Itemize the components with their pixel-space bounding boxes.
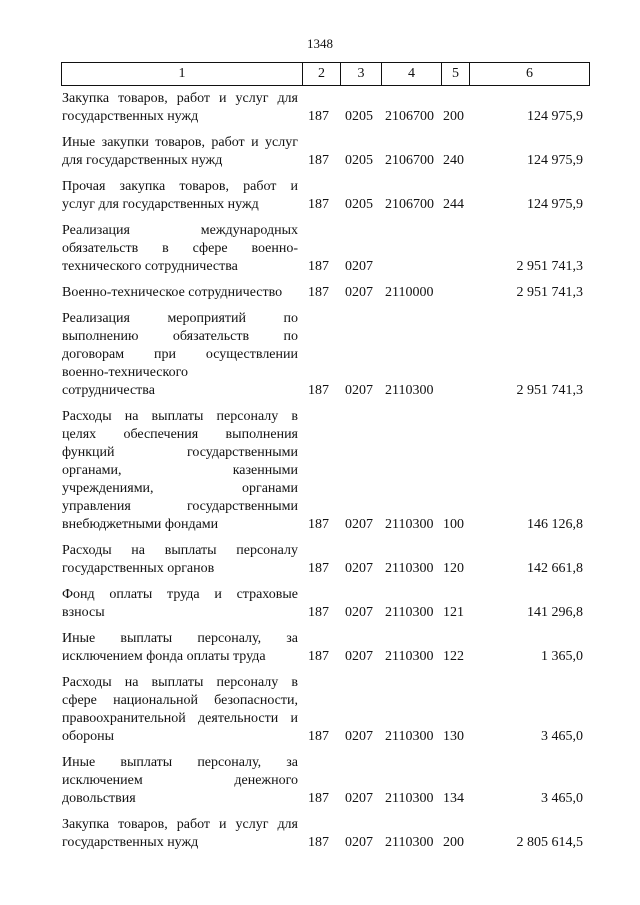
target-code: 2110300 xyxy=(385,561,434,576)
target-code: 2106700 xyxy=(385,197,434,212)
description-line: для государственных нужд xyxy=(62,153,223,168)
target-code: 2110300 xyxy=(385,791,434,806)
description-line: Закупка товаров, работ и услуг для xyxy=(62,91,298,106)
section-code: 0207 xyxy=(345,517,373,532)
description-line: учреждениями, органами xyxy=(62,481,298,496)
row-codes xyxy=(0,284,640,302)
ministry-code: 187 xyxy=(308,197,329,212)
target-code: 2110000 xyxy=(385,285,434,300)
description-line: технического сотрудничества xyxy=(62,259,238,274)
row-codes xyxy=(0,604,640,622)
target-code: 2110300 xyxy=(385,835,434,850)
description-line: Расходы на выплаты персоналу xyxy=(62,543,298,558)
description-line: государственных нужд xyxy=(62,835,199,850)
row-codes xyxy=(0,196,640,214)
description-line: Реализация мероприятий по xyxy=(62,311,298,326)
table-header xyxy=(61,62,590,86)
section-code: 0207 xyxy=(345,729,373,744)
description-line: целях обеспечения выполнения xyxy=(62,427,298,442)
amount: 124 975,9 xyxy=(527,153,583,168)
description-line: управления государственными xyxy=(62,499,298,514)
description-line: сфере национальной безопасности, xyxy=(62,693,298,708)
row-codes xyxy=(0,790,640,808)
ministry-code: 187 xyxy=(308,605,329,620)
row-codes xyxy=(0,258,640,276)
row-codes xyxy=(0,648,640,666)
expense-type-code: 244 xyxy=(443,197,464,212)
amount: 141 296,8 xyxy=(527,605,583,620)
description-line: функций государственными xyxy=(62,445,298,460)
description-line: услуг для государственных нужд xyxy=(62,197,259,212)
header-col-2: 2 xyxy=(303,63,341,86)
description-line: Расходы на выплаты персоналу в xyxy=(62,675,298,690)
expense-type-code: 130 xyxy=(443,729,464,744)
target-code: 2110300 xyxy=(385,605,434,620)
table-row xyxy=(0,542,640,578)
header-col-6: 6 xyxy=(470,63,590,86)
ministry-code: 187 xyxy=(308,285,329,300)
ministry-code: 187 xyxy=(308,791,329,806)
ministry-code: 187 xyxy=(308,153,329,168)
row-codes xyxy=(0,516,640,534)
amount: 142 661,8 xyxy=(527,561,583,576)
ministry-code: 187 xyxy=(308,649,329,664)
description-line: Закупка товаров, работ и услуг для xyxy=(62,817,298,832)
ministry-code: 187 xyxy=(308,835,329,850)
section-code: 0205 xyxy=(345,197,373,212)
target-code: 2110300 xyxy=(385,383,434,398)
table-row xyxy=(0,310,640,400)
section-code: 0207 xyxy=(345,285,373,300)
description-line: Расходы на выплаты персоналу в xyxy=(62,409,298,424)
table-row xyxy=(0,754,640,808)
row-codes xyxy=(0,108,640,126)
page-number: 1348 xyxy=(307,36,333,51)
description-line: государственных нужд xyxy=(62,109,199,124)
expense-type-code: 134 xyxy=(443,791,464,806)
expense-type-code: 122 xyxy=(443,649,464,664)
description-line: взносы xyxy=(62,605,105,620)
header-col-4: 4 xyxy=(382,63,442,86)
amount: 124 975,9 xyxy=(527,197,583,212)
table-row xyxy=(0,90,640,126)
section-code: 0207 xyxy=(345,835,373,850)
amount: 3 465,0 xyxy=(541,729,583,744)
expense-type-code: 121 xyxy=(443,605,464,620)
amount: 146 126,8 xyxy=(527,517,583,532)
expense-type-code: 240 xyxy=(443,153,464,168)
amount: 2 951 741,3 xyxy=(516,285,583,300)
description-line: договорам при осуществлении xyxy=(62,347,298,362)
description-line: Прочая закупка товаров, работ и xyxy=(62,179,298,194)
expense-type-code: 120 xyxy=(443,561,464,576)
row-codes xyxy=(0,728,640,746)
table-row xyxy=(0,408,640,534)
table-row xyxy=(0,284,640,302)
amount: 2 951 741,3 xyxy=(516,259,583,274)
table-row xyxy=(0,178,640,214)
expense-type-code: 200 xyxy=(443,835,464,850)
description-line: государственных органов xyxy=(62,561,215,576)
table-body xyxy=(0,90,640,860)
section-code: 0207 xyxy=(345,791,373,806)
section-code: 0207 xyxy=(345,383,373,398)
amount: 2 951 741,3 xyxy=(516,383,583,398)
description-line: сотрудничества xyxy=(62,383,155,398)
description-line: военно-технического xyxy=(62,365,188,380)
row-codes xyxy=(0,152,640,170)
section-code: 0205 xyxy=(345,109,373,124)
section-code: 0207 xyxy=(345,259,373,274)
description-line: исключением денежного xyxy=(62,773,298,788)
table-row xyxy=(0,630,640,666)
row-codes xyxy=(0,834,640,852)
section-code: 0205 xyxy=(345,153,373,168)
expense-type-code: 100 xyxy=(443,517,464,532)
row-codes xyxy=(0,382,640,400)
description-line: Иные выплаты персоналу, за xyxy=(62,631,298,646)
target-code: 2106700 xyxy=(385,153,434,168)
ministry-code: 187 xyxy=(308,517,329,532)
header-col-3: 3 xyxy=(341,63,382,86)
amount: 1 365,0 xyxy=(541,649,583,664)
description-line: Реализация международных xyxy=(62,223,298,238)
target-code: 2110300 xyxy=(385,729,434,744)
amount: 2 805 614,5 xyxy=(516,835,583,850)
ministry-code: 187 xyxy=(308,259,329,274)
row-codes xyxy=(0,560,640,578)
table-row xyxy=(0,586,640,622)
description-line: Фонд оплаты труда и страховые xyxy=(62,587,298,602)
description-line: довольствия xyxy=(62,791,136,806)
description-line: обязательств в сфере военно- xyxy=(62,241,298,256)
ministry-code: 187 xyxy=(308,109,329,124)
table-row xyxy=(0,222,640,276)
table-row xyxy=(0,134,640,170)
description-line: Иные выплаты персоналу, за xyxy=(62,755,298,770)
table-row xyxy=(0,674,640,746)
target-code: 2110300 xyxy=(385,649,434,664)
ministry-code: 187 xyxy=(308,383,329,398)
description-line: обороны xyxy=(62,729,115,744)
description-line: Иные закупки товаров, работ и услуг xyxy=(62,135,298,150)
ministry-code: 187 xyxy=(308,729,329,744)
description-line: правоохранительной деятельности и xyxy=(62,711,298,726)
description-line: выполнению обязательств по xyxy=(62,329,298,344)
table-row xyxy=(0,816,640,852)
amount: 124 975,9 xyxy=(527,109,583,124)
expense-type-code: 200 xyxy=(443,109,464,124)
target-code: 2106700 xyxy=(385,109,434,124)
description-line: внебюджетными фондами xyxy=(62,517,219,532)
description-line: органами, казенными xyxy=(62,463,298,478)
section-code: 0207 xyxy=(345,649,373,664)
header-col-5: 5 xyxy=(442,63,470,86)
section-code: 0207 xyxy=(345,561,373,576)
header-col-1: 1 xyxy=(62,63,303,86)
target-code: 2110300 xyxy=(385,517,434,532)
description-line: исключением фонда оплаты труда xyxy=(62,649,266,664)
ministry-code: 187 xyxy=(308,561,329,576)
amount: 3 465,0 xyxy=(541,791,583,806)
section-code: 0207 xyxy=(345,605,373,620)
description-line: Военно-техническое сотрудничество xyxy=(62,285,283,300)
